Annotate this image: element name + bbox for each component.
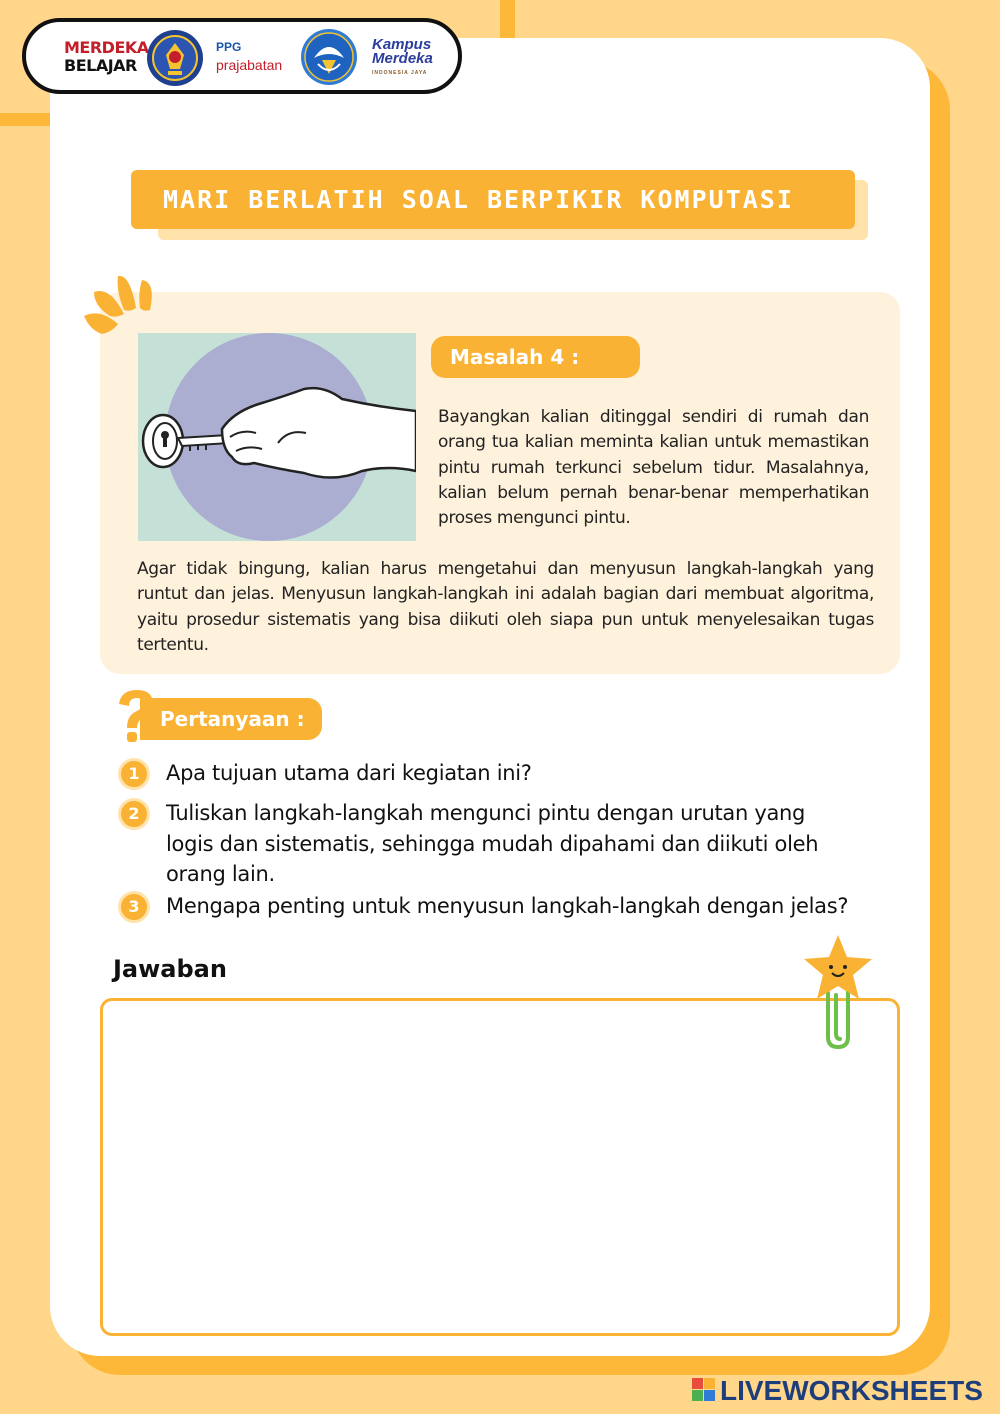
problem-paragraph-2: Agar tidak bingung, kalian harus mengetahui dan menyusun langkah-langkah yang runtut dan jelas. Menyusun langkah-langkah ini adalah bagian dari membuat algoritma, yaitu prosedur sistematis yang bisa diikuti oleh siapa pun untuk menyelesaikan tugas tertentu. [137, 559, 874, 655]
question-number-badge: 1 [118, 758, 150, 790]
burst-icon [80, 272, 164, 342]
question-text: Apa tujuan utama dari kegiatan ini? [166, 761, 532, 785]
page-title: MARI BERLATIH SOAL BERPIKIR KOMPUTASI [131, 170, 855, 229]
ppg-prajabatan-logo: PPG prajabatan [216, 40, 283, 73]
answer-input-box[interactable] [100, 998, 900, 1336]
kampus-merdeka-logo: Kampus Merdeka INDONESIA JAYA [372, 36, 433, 76]
questions-label: Pertanyaan : [140, 698, 322, 740]
problem-label: Masalah 4 : [431, 336, 640, 378]
answer-label: Jawaban [113, 955, 227, 983]
university-seal-logo [146, 29, 204, 91]
merdeka-belajar-logo: MERDEKA BELAJAR [64, 38, 149, 75]
hand-key-lock-illustration [138, 333, 416, 541]
tut-wuri-handayani-logo [300, 28, 358, 90]
question-number-badge: 3 [118, 891, 150, 923]
smiley-star-paperclip-icon [800, 933, 876, 1055]
logo-bar [22, 18, 462, 94]
liveworksheets-brand: LIVEWORKSHEETS [720, 1375, 983, 1406]
question-text: Mengapa penting untuk menyusun langkah-langkah dengan jelas? [166, 894, 849, 918]
liveworksheets-blocks-icon [692, 1378, 716, 1406]
question-text: Tuliskan langkah-langkah mengunci pintu dengan urutan yang logis dan sistematis, sehingga mudah dipahami dan diikuti oleh orang lain. [166, 801, 819, 886]
question-number-badge: 2 [118, 798, 150, 830]
problem-paragraph-1: Bayangkan kalian ditinggal sendiri di rumah dan orang tua kalian meminta kalian untuk memastikan pintu rumah terkunci sebelum tidur. Masalahnya, kalian belum pernah benar-benar memperhatikan proses mengunci pintu. [438, 407, 869, 529]
